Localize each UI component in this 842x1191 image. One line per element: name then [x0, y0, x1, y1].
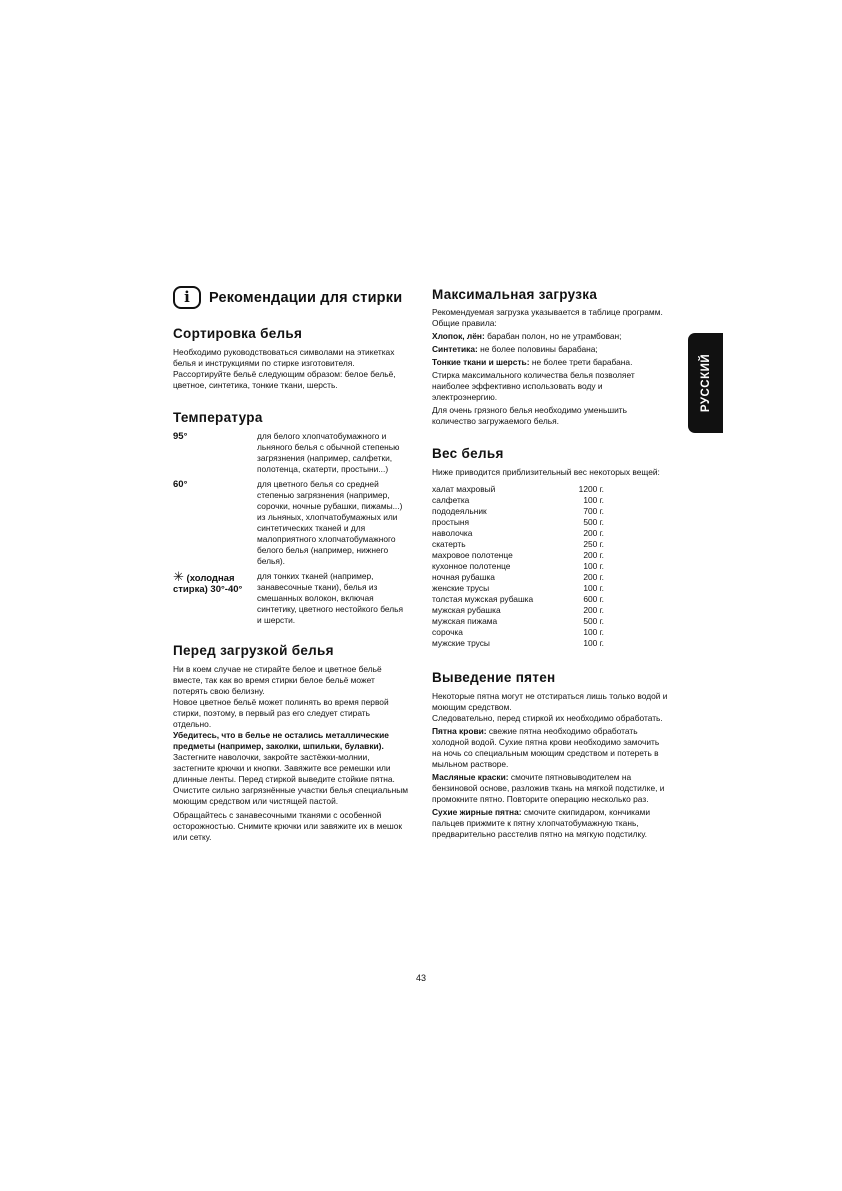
stains-heading: Выведение пятен: [432, 670, 556, 685]
weight-item-value: 100 г.: [583, 627, 604, 637]
weight-row: [432, 528, 604, 539]
weight-item-value: 200 г.: [583, 572, 604, 582]
weight-row: [432, 539, 604, 550]
weight-row: [432, 616, 604, 627]
stains-paragraph-1: Некоторые пятна могут не отстираться лишь только водой и моющим средством.: [432, 691, 668, 712]
weight-item-name: махровое полотенце: [432, 550, 513, 560]
rule-label: Тонкие ткани и шерсть:: [432, 357, 530, 367]
temperature-description: для цветного белья со средней степенью загрязнения (например, сорочки, ночные рубашки, пижамы...) из льняных, хлопчатобумажных или синтетических тканей и для малоприятного хлопчатобумажного белого белья (например, нижнего белья).: [257, 479, 403, 566]
rule-text: барабан полон, но не утрамбован;: [484, 331, 622, 341]
weight-row: [432, 561, 604, 572]
temperature-description: для белого хлопчатобумажного и льняного белья с обычной степенью загрязнения (например, салфетки, полотенца, скатерти, простыни...): [257, 431, 400, 474]
stain-label: Пятна крови:: [432, 726, 487, 736]
before-loading-warning: Убедитесь, что в белье не остались металлические предметы (например, заколки, шпильки, булавки).: [173, 730, 389, 751]
weight-item-value: 500 г.: [583, 517, 604, 527]
weight-item-value: 200 г.: [583, 550, 604, 560]
weight-item-name: ночная рубашка: [432, 572, 495, 582]
weight-item-name: мужские трусы: [432, 638, 490, 648]
stain-label: Сухие жирные пятна:: [432, 807, 522, 817]
weight-item-name: скатерть: [432, 539, 466, 549]
weight-table: [432, 484, 604, 649]
temperature-label-text: (холодная стирка) 30°-40°: [173, 573, 243, 595]
max-load-rule-delicate: [432, 357, 668, 368]
language-tab: [688, 333, 723, 433]
weight-row: [432, 583, 604, 594]
max-load-paragraph-3: Стирка максимального количества белья позволяет наиболее эффективно использовать воду и электроэнергию.: [432, 370, 635, 402]
weight-item-name: халат махровый: [432, 484, 496, 494]
rule-label: Хлопок, лён:: [432, 331, 485, 341]
weight-item-name: толстая мужская рубашка: [432, 594, 534, 604]
max-load-paragraph-2: Общие правила:: [432, 318, 497, 328]
weight-item-value: 250 г.: [583, 539, 604, 549]
weight-row: [432, 550, 604, 561]
before-loading-paragraph-2: Новое цветное бельё может полинять во время первой стирки, поэтому, в первый раз его следует стирать отдельно.: [173, 697, 389, 729]
weight-item-value: 100 г.: [583, 583, 604, 593]
stain-text: смочите скипидаром, кончиками пальцев прижмите к пятну хлопчатобумажную ткань, предварительно расстелив пятно на мягкую подстилку.: [432, 807, 651, 839]
stain-text: свежие пятна необходимо обработать холодной водой. Сухие пятна крови необходимо замочить на ночь со специальным моющим средством и потереть в мыльном растворе.: [432, 726, 660, 769]
left-column: [173, 283, 409, 843]
sorting-paragraph-1: Необходимо руководствоваться символами на этикетках белья и инструкциями по стирке изготовителя.: [173, 347, 395, 368]
weight-item-value: 100 г.: [583, 561, 604, 571]
max-load-paragraph-4: Для очень грязного белья необходимо уменьшить количество загружаемого белья.: [432, 405, 627, 426]
weight-item-value: 600 г.: [583, 594, 604, 604]
temperature-label: 95°: [173, 431, 188, 442]
page-title: [173, 286, 409, 309]
weight-item-value: 500 г.: [583, 616, 604, 626]
page-number: 43: [415, 973, 426, 983]
temperature-label: [173, 571, 257, 626]
stain-label: Масляные краски:: [432, 772, 509, 782]
weight-row: [432, 517, 604, 528]
max-load-rule-cotton: [432, 331, 668, 342]
temperature-row-60: [173, 479, 409, 567]
weight-item-value: 200 г.: [583, 605, 604, 615]
weight-item-name: пододеяльник: [432, 506, 487, 516]
info-icon: i: [173, 286, 201, 309]
stain-grease: [432, 807, 668, 840]
stains-paragraph-2: Следовательно, перед стиркой их необходимо обработать.: [432, 713, 663, 723]
weight-row: [432, 484, 604, 495]
rule-text: не более трети барабана.: [529, 357, 633, 367]
weight-item-name: сорочка: [432, 627, 463, 637]
weight-item-name: кухонное полотенце: [432, 561, 511, 571]
temperature-row-95: [173, 431, 409, 475]
rule-text: не более половины барабана;: [477, 344, 598, 354]
page-title-text: Рекомендации для стирки: [209, 289, 403, 306]
weight-item-value: 200 г.: [583, 528, 604, 538]
weight-item-name: наволочка: [432, 528, 473, 538]
weight-item-name: салфетка: [432, 495, 470, 505]
weight-item-value: 1200 г.: [578, 484, 604, 494]
temperature-label: 60°: [173, 479, 188, 490]
sorting-heading: Сортировка белья: [173, 326, 303, 341]
temperature-description: для тонких тканей (например, занавесочные ткани), белья из смешанных волокон, включая синтетику, цветного нестойкого белья и шерсти.: [257, 571, 404, 625]
weight-item-name: мужская пижама: [432, 616, 498, 626]
language-tab-label: РУССКИЙ: [699, 353, 712, 413]
weight-item-value: 700 г.: [583, 506, 604, 516]
right-column: [432, 283, 668, 840]
max-load-rule-synthetic: [432, 344, 668, 355]
stain-oil-paint: [432, 772, 668, 805]
weight-row: [432, 605, 604, 616]
weight-item-name: простыня: [432, 517, 470, 527]
before-loading-heading: Перед загрузкой белья: [173, 643, 334, 658]
weight-item-name: женские трусы: [432, 583, 490, 593]
weight-row: [432, 594, 604, 605]
weight-item-value: 100 г.: [583, 495, 604, 505]
temperature-row-cold: [173, 571, 409, 626]
snowflake-icon: ✳: [173, 569, 184, 584]
weight-row: [432, 627, 604, 638]
before-loading-paragraph-1: Ни в коем случае не стирайте белое и цветное бельё вместе, так как во время стирки белое бельё может потерять свою белизну.: [173, 664, 382, 696]
before-loading-paragraph-5: Обращайтесь с занавесочными тканями с особенной осторожностью. Снимите крючки или завяжите их в мешок или сетку.: [173, 810, 403, 842]
max-load-heading: Максимальная загрузка: [432, 287, 598, 302]
before-loading-paragraph-4: Застегните наволочки, закройте застёжки-молнии, застегните крючки и кнопки. Завяжите все ремешки или длинные ленты. Перед стиркой выведите стойкие пятна. Очистите сильно загрязнённые участки белья специальным моющим средством или чистящей пастой.: [173, 752, 408, 806]
weight-item-value: 100 г.: [583, 638, 604, 648]
stain-blood: [432, 726, 668, 770]
weight-heading: Вес белья: [432, 446, 504, 461]
stain-text: смочите пятновыводителем на бензиновой основе, разложив ткань на мягкой подстилке, и промокните пятно. Повторите операцию несколько раз.: [432, 772, 665, 804]
weight-row: [432, 495, 604, 506]
weight-intro: Ниже приводится приблизительный вес некоторых вещей:: [432, 467, 660, 477]
max-load-paragraph-1: Рекомендуемая загрузка указывается в таблице программ.: [432, 307, 663, 317]
sorting-paragraph-2: Рассортируйте бельё следующим образом: белое бельё, цветное, синтетика, тонкие ткани, шерсть.: [173, 369, 396, 390]
weight-row: [432, 572, 604, 583]
temperature-heading: Температура: [173, 410, 263, 425]
weight-row: [432, 506, 604, 517]
rule-label: Синтетика:: [432, 344, 478, 354]
weight-item-name: мужская рубашка: [432, 605, 501, 615]
weight-row: [432, 638, 604, 649]
